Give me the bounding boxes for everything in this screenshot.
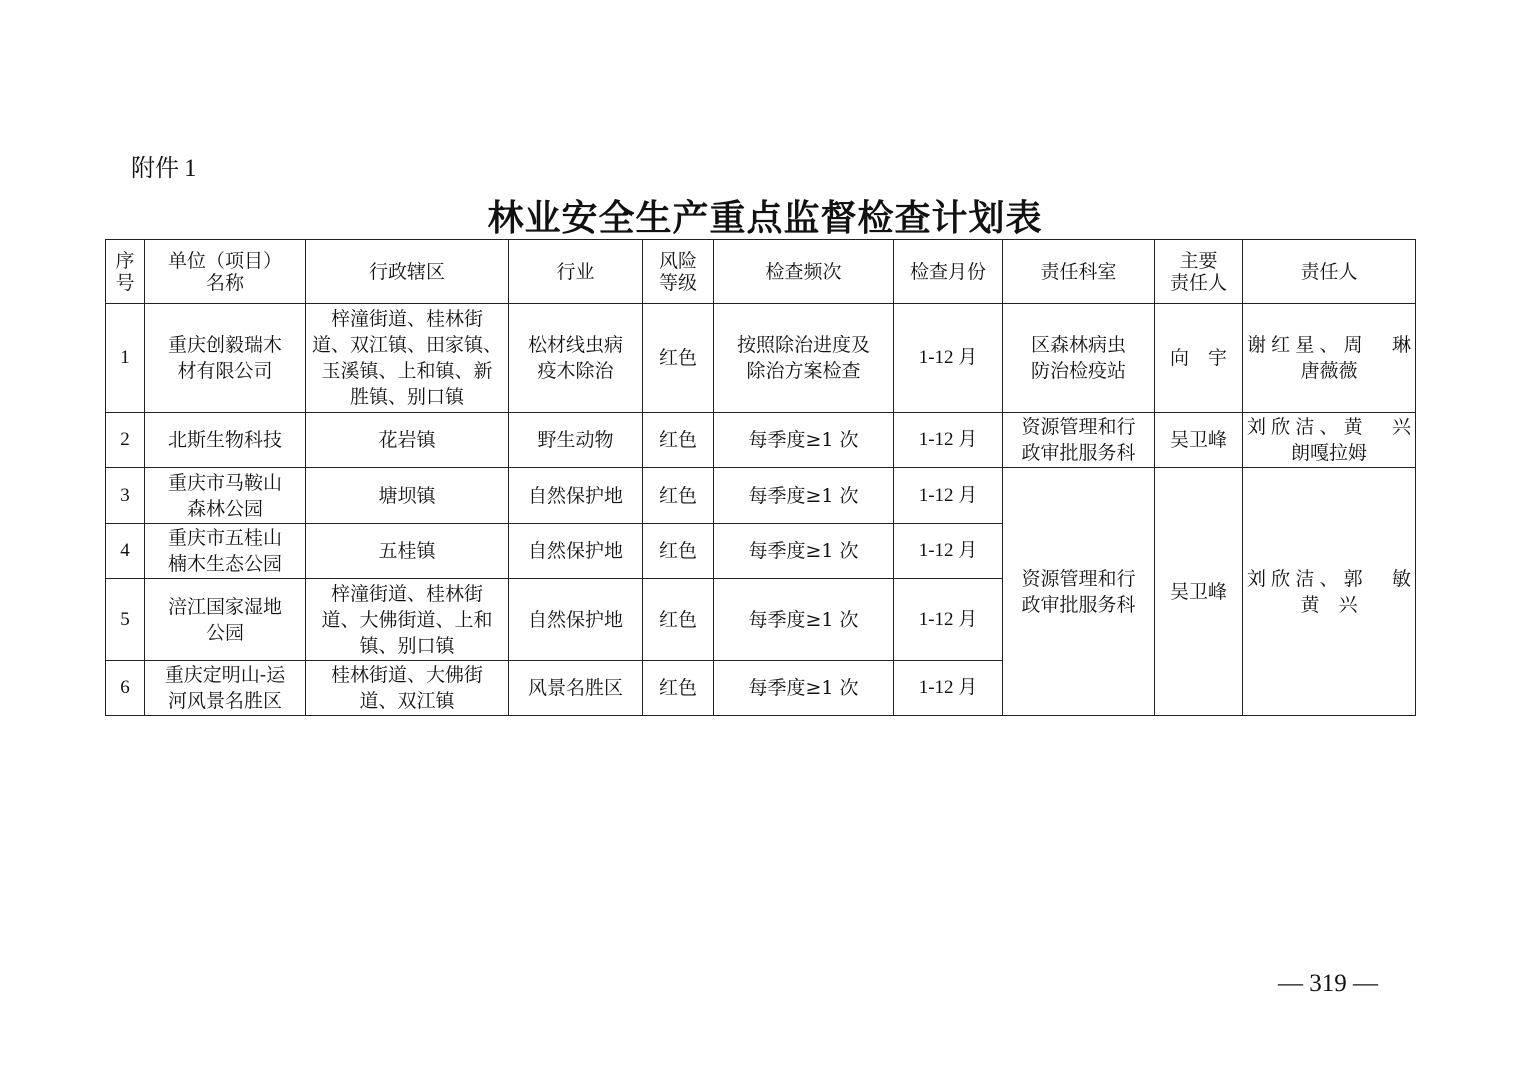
inspection-plan-table xyxy=(105,239,1416,716)
table-header-row xyxy=(106,240,1416,304)
cell-seq: 5 xyxy=(106,579,145,661)
cell-frequency: 每季度≥1 次 xyxy=(714,524,894,579)
cell-district: 花岩镇 xyxy=(306,413,509,468)
table-row xyxy=(106,304,1416,413)
cell-industry: 自然保护地 xyxy=(509,524,643,579)
header-frequency: 检查频次 xyxy=(714,240,894,304)
header-unit: 单位（项目） 名称 xyxy=(145,240,306,304)
cell-frequency: 每季度≥1 次 xyxy=(714,413,894,468)
cell-unit: 重庆定明山-运 河风景名胜区 xyxy=(145,661,306,716)
cell-frequency: 每季度≥1 次 xyxy=(714,579,894,661)
cell-unit: 涪江国家湿地 公园 xyxy=(145,579,306,661)
cell-person: 谢红星、周 琳 唐薇薇 xyxy=(1243,304,1416,413)
attachment-number: 1 xyxy=(184,155,197,182)
cell-month: 1-12 月 xyxy=(894,661,1003,716)
attachment-label xyxy=(131,148,197,183)
cell-main-person: 吴卫峰 xyxy=(1155,413,1243,468)
cell-risk: 红色 xyxy=(643,304,714,413)
cell-office: 资源管理和行 政审批服务科 xyxy=(1003,413,1155,468)
cell-district: 五桂镇 xyxy=(306,524,509,579)
cell-district: 塘坝镇 xyxy=(306,468,509,524)
cell-seq: 2 xyxy=(106,413,145,468)
cell-industry: 野生动物 xyxy=(509,413,643,468)
header-main-person: 主要 责任人 xyxy=(1155,240,1243,304)
cell-seq: 3 xyxy=(106,468,145,524)
header-risk: 风险 等级 xyxy=(643,240,714,304)
cell-district: 梓潼街道、桂林街 道、大佛街道、上和 镇、别口镇 xyxy=(306,579,509,661)
cell-risk: 红色 xyxy=(643,413,714,468)
cell-unit: 重庆市马鞍山 森林公园 xyxy=(145,468,306,524)
cell-month: 1-12 月 xyxy=(894,468,1003,524)
cell-seq: 6 xyxy=(106,661,145,716)
header-month: 检查月份 xyxy=(894,240,1003,304)
cell-person: 刘欣洁、黄 兴 朗嘎拉姆 xyxy=(1243,413,1416,468)
table-row xyxy=(106,468,1416,524)
cell-person-merged: 刘欣洁、郭 敏 黄 兴 xyxy=(1243,468,1416,716)
cell-unit: 重庆创毅瑞木 材有限公司 xyxy=(145,304,306,413)
header-person: 责任人 xyxy=(1243,240,1416,304)
header-industry: 行业 xyxy=(509,240,643,304)
cell-frequency: 每季度≥1 次 xyxy=(714,661,894,716)
cell-risk: 红色 xyxy=(643,468,714,524)
cell-frequency: 每季度≥1 次 xyxy=(714,468,894,524)
cell-main-person-merged: 吴卫峰 xyxy=(1155,468,1243,716)
cell-industry: 自然保护地 xyxy=(509,579,643,661)
page-title: 林业安全生产重点监督检查计划表 xyxy=(487,197,1043,239)
table-row xyxy=(106,413,1416,468)
cell-month: 1-12 月 xyxy=(894,579,1003,661)
page-number: — 319 — xyxy=(1278,970,1378,997)
header-district: 行政辖区 xyxy=(306,240,509,304)
cell-risk: 红色 xyxy=(643,661,714,716)
cell-office-merged: 资源管理和行 政审批服务科 xyxy=(1003,468,1155,716)
cell-frequency: 按照除治进度及 除治方案检查 xyxy=(714,304,894,413)
cell-unit: 北斯生物科技 xyxy=(145,413,306,468)
cell-district: 桂林街道、大佛街 道、双江镇 xyxy=(306,661,509,716)
cell-month: 1-12 月 xyxy=(894,304,1003,413)
cell-risk: 红色 xyxy=(643,579,714,661)
cell-month: 1-12 月 xyxy=(894,524,1003,579)
header-seq: 序 号 xyxy=(106,240,145,304)
cell-risk: 红色 xyxy=(643,524,714,579)
cell-industry: 松材线虫病 疫木除治 xyxy=(509,304,643,413)
cell-seq: 4 xyxy=(106,524,145,579)
cell-district: 梓潼街道、桂林街 道、双江镇、田家镇、 玉溪镇、上和镇、新 胜镇、别口镇 xyxy=(306,304,509,413)
header-office: 责任科室 xyxy=(1003,240,1155,304)
cell-industry: 自然保护地 xyxy=(509,468,643,524)
cell-industry: 风景名胜区 xyxy=(509,661,643,716)
cell-seq: 1 xyxy=(106,304,145,413)
cell-main-person: 向 宇 xyxy=(1155,304,1243,413)
attachment-text: 附件 xyxy=(131,154,179,182)
cell-office: 区森林病虫 防治检疫站 xyxy=(1003,304,1155,413)
cell-unit: 重庆市五桂山 楠木生态公园 xyxy=(145,524,306,579)
cell-month: 1-12 月 xyxy=(894,413,1003,468)
